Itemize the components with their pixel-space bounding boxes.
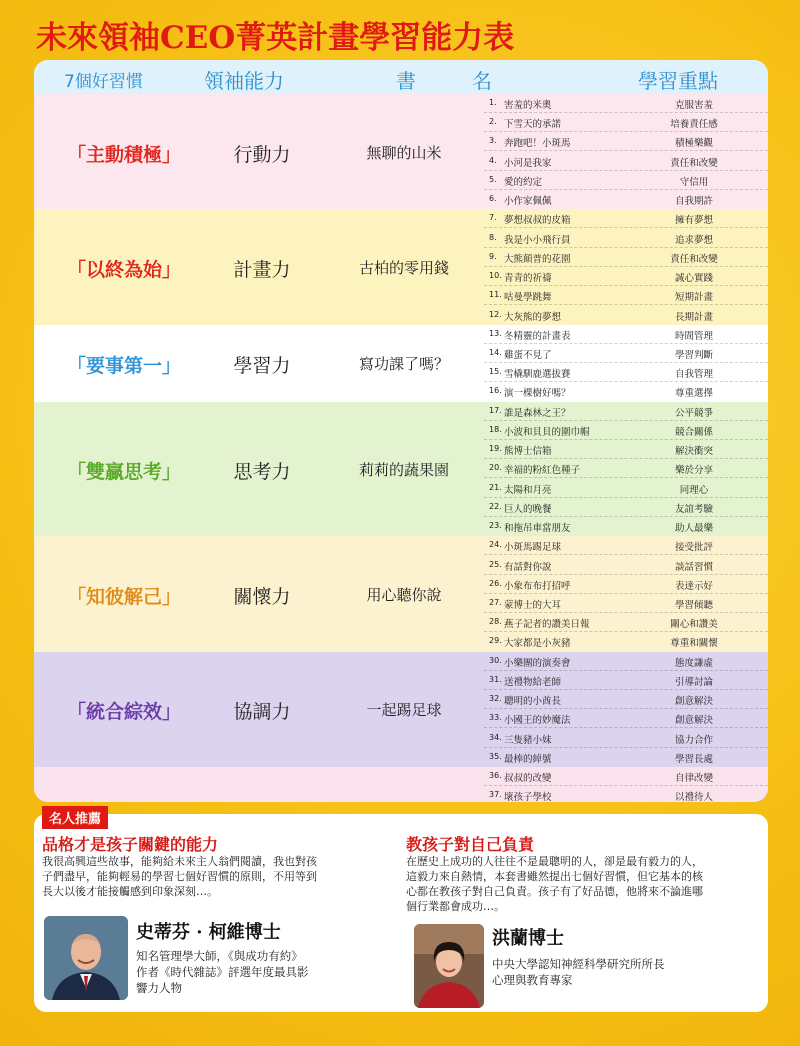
story-row: [484, 421, 768, 440]
hung-photo: [414, 924, 484, 1008]
story-list: [484, 652, 768, 767]
header-habits: 7個好習慣: [64, 72, 143, 92]
habit-label: 「要事第一」: [66, 355, 181, 378]
recommend-section: [34, 814, 768, 1012]
covey-desc-line: 響力人物: [136, 981, 182, 995]
habit-group: [34, 209, 768, 324]
story-row: [484, 517, 768, 536]
story-number: 34.: [489, 732, 502, 742]
story-title: 夢想叔叔的皮箱: [504, 215, 571, 227]
story-point: 克服害羞: [674, 100, 713, 111]
story-point: 尊重選擇: [674, 388, 713, 400]
header-book-a: 書: [396, 69, 416, 93]
story-title: 冬精靈的計畫表: [504, 330, 571, 342]
left-rec-line: 我很高興這些故事，能夠給未來主人翁們閱讀，我也對孩: [42, 855, 317, 868]
story-number: 23.: [489, 521, 502, 531]
habit-group: [34, 325, 768, 402]
story-point: 學習判斷: [674, 349, 713, 361]
hung-desc-line: 中央大學認知神經科學研究所所長: [492, 957, 665, 971]
recommend-tag: 名人推薦: [42, 806, 108, 829]
story-number: 31.: [489, 674, 502, 684]
story-number: 18.: [489, 424, 502, 434]
story-point: 守信用: [679, 176, 709, 188]
story-title: 小象布布打招呼: [504, 580, 571, 592]
habit-group: [34, 94, 768, 209]
story-row: [484, 671, 768, 690]
story-point: 培養責任感: [670, 119, 718, 131]
story-number: 16.: [489, 386, 502, 396]
story-title: 太陽和月亮: [504, 484, 552, 496]
hung-name: 洪蘭博士: [492, 928, 564, 949]
story-title: 奔跑吧！小斑馬: [504, 138, 571, 150]
story-point: 態度謙虛: [674, 657, 713, 669]
story-row: [484, 113, 768, 132]
habit-group: [34, 536, 768, 651]
story-point: 自律改變: [674, 773, 713, 785]
story-title: 小波和貝貝的圍巾帽: [504, 426, 590, 438]
story-point: 自我期許: [674, 196, 713, 208]
story-number: 9.: [489, 251, 497, 261]
story-number: 32.: [489, 694, 502, 704]
story-row: [484, 267, 768, 286]
story-row: [484, 440, 768, 459]
story-row: [484, 729, 768, 748]
story-point: 創意解決: [674, 696, 713, 708]
story-number: 7.: [489, 213, 497, 223]
book-title: 莉莉的蔬果園: [358, 460, 449, 479]
story-number: 30.: [489, 655, 502, 665]
covey-name: 史蒂芬 · 柯維博士: [136, 922, 281, 943]
story-row: [484, 575, 768, 594]
story-point: 競合關係: [674, 426, 713, 438]
story-number: 36.: [489, 771, 502, 781]
right-rec-line: 這毅力來自熱情，本套書雖然提出七個好習慣，但它基本的核: [406, 870, 703, 883]
story-title: 小河是我家: [504, 157, 552, 169]
story-title: 幸福的粉紅色種子: [504, 465, 581, 477]
story-title: 燕子記者的讚美日報: [504, 619, 590, 631]
hung-desc: [492, 956, 665, 988]
right-rec-line: 心都在教孩子對自己負責。孩子有了好品德，他將來不論進哪: [406, 885, 703, 898]
story-number: 25.: [489, 559, 502, 569]
story-row: [484, 786, 768, 802]
story-title: 小樂團的演奏會: [504, 657, 571, 669]
book-title: 寫功課了嗎？: [358, 355, 449, 374]
story-number: 26.: [489, 578, 502, 588]
story-list: [484, 767, 768, 802]
story-row: [484, 459, 768, 478]
story-title: 咕曼學跳舞: [504, 292, 552, 304]
story-point: 時間管理: [674, 330, 713, 342]
story-point: 責任和改變: [670, 157, 718, 169]
story-number: 10.: [489, 271, 502, 281]
story-row: [484, 94, 768, 113]
story-point: 責任和改變: [670, 253, 718, 265]
story-number: 1.: [489, 98, 497, 107]
header-book-b: 名: [472, 69, 492, 93]
story-title: 大灰熊的夢想: [504, 311, 562, 323]
story-title: 愛的約定: [504, 176, 543, 188]
story-number: 17.: [489, 405, 502, 415]
story-title: 叔叔的改變: [504, 773, 552, 785]
story-number: 5.: [489, 174, 497, 184]
story-point: 追求夢想: [674, 234, 713, 246]
story-row: [484, 344, 768, 363]
story-point: 關心和讚美: [670, 619, 718, 631]
story-point: 引導討論: [674, 676, 713, 688]
story-row: [484, 132, 768, 151]
story-row: [484, 613, 768, 632]
story-row: [484, 190, 768, 209]
book-title: 無聊的山米: [366, 143, 442, 162]
story-number: 2.: [489, 117, 497, 127]
story-row: [484, 209, 768, 228]
story-title: 小斑馬踢足球: [504, 542, 562, 554]
story-point: 公平競爭: [674, 407, 713, 419]
story-number: 15.: [489, 367, 502, 377]
story-point: 友誼考驗: [674, 503, 713, 515]
header-focus: 學習重點: [638, 69, 718, 93]
story-point: 談話習慣: [674, 561, 713, 573]
story-title: 有話對你說: [504, 561, 552, 573]
story-point: 表達示好: [674, 580, 713, 592]
story-row: [484, 594, 768, 613]
story-row: [484, 152, 768, 171]
story-row: [484, 479, 768, 498]
story-number: 27.: [489, 597, 502, 607]
covey-desc-line: 作者《時代雜誌》評選年度最具影: [136, 965, 309, 979]
story-title: 巨人的晚餐: [504, 503, 552, 515]
story-title: 三隻豬小妹: [504, 734, 552, 746]
story-point: 尊重和關懷: [670, 638, 718, 650]
story-point: 協力合作: [674, 734, 713, 746]
habit-label: 「雙贏思考」: [66, 460, 181, 483]
story-number: 6.: [489, 194, 497, 204]
story-title: 聰明的小酋長: [504, 696, 562, 708]
story-row: [484, 709, 768, 728]
ability-label: 關懷力: [233, 585, 291, 608]
story-number: 37.: [489, 790, 502, 800]
story-row: [484, 767, 768, 786]
story-point: 解決衝突: [674, 446, 713, 458]
story-point: 樂於分享: [674, 465, 713, 477]
page-title: 未來領袖CEO菁英計畫學習能力表: [36, 20, 515, 56]
story-title: 雪橇馴鹿選拔賽: [504, 369, 571, 381]
habit-label: 「以終為始」: [66, 259, 181, 282]
story-row: [484, 171, 768, 190]
header-ability: 領袖能力: [204, 69, 284, 93]
story-point: 以禮待人: [674, 792, 713, 802]
hung-desc-line: 心理與教育專家: [492, 973, 573, 987]
habit-label: 「統合綜效」: [66, 701, 181, 724]
story-point: 同理心: [679, 484, 709, 496]
story-number: 33.: [489, 713, 502, 723]
story-title: 下雪天的承諾: [504, 119, 562, 131]
story-point: 自我管理: [674, 369, 713, 381]
covey-photo: [44, 916, 128, 1000]
story-row: [484, 286, 768, 305]
story-number: 20.: [489, 463, 502, 473]
story-row: [484, 402, 768, 421]
story-number: 28.: [489, 617, 502, 627]
story-row: [484, 248, 768, 267]
covey-desc-line: 知名管理學大師，《與成功有約》: [136, 949, 303, 963]
ability-table: [34, 60, 768, 802]
ability-label: 計畫力: [233, 259, 291, 282]
story-number: 12.: [489, 309, 502, 319]
story-title: 小國王的妙魔法: [504, 715, 571, 727]
covey-desc: [136, 948, 309, 996]
habit-group: [34, 767, 768, 802]
story-row: [484, 652, 768, 671]
story-row: [484, 690, 768, 709]
story-number: 35.: [489, 751, 502, 761]
story-title: 演一棵樹好嗎？: [504, 388, 571, 400]
story-row: [484, 748, 768, 767]
story-title: 送禮物給老師: [504, 676, 562, 688]
right-rec-line: 個行業都會成功…。: [406, 900, 505, 913]
story-title: 害羞的米奧: [504, 100, 552, 111]
ability-label: 協調力: [233, 701, 291, 724]
story-number: 8.: [489, 232, 497, 242]
story-title: 青青的祈禱: [504, 273, 552, 285]
story-row: [484, 536, 768, 555]
story-title: 熊博士信箱: [504, 446, 552, 458]
story-point: 學習長處: [674, 753, 713, 765]
story-number: 13.: [489, 328, 502, 338]
story-row: [484, 382, 768, 401]
story-row: [484, 498, 768, 517]
story-list: [484, 94, 768, 209]
story-row: [484, 306, 768, 325]
ability-label: 行動力: [233, 143, 291, 166]
story-title: 最棒的綽號: [504, 753, 552, 765]
story-point: 接受批評: [674, 542, 713, 554]
story-row: [484, 632, 768, 651]
story-title: 壞孩子學校: [504, 792, 552, 802]
story-title: 大家都是小灰豬: [504, 638, 571, 650]
left-rec-line: 長大以後才能接觸感到印象深刻…。: [42, 885, 218, 898]
story-point: 長期計畫: [674, 311, 713, 323]
story-number: 24.: [489, 540, 502, 550]
story-point: 短期計畫: [674, 292, 713, 304]
table-header: [34, 60, 768, 94]
story-number: 11.: [489, 290, 502, 300]
story-point: 擁有夢想: [674, 215, 713, 227]
book-title: 用心聽你說: [366, 585, 442, 604]
story-title: 蒙博士的大耳: [504, 599, 562, 611]
story-title: 雞蛋不見了: [504, 349, 552, 361]
story-list: [484, 402, 768, 537]
story-title: 和拖吊車當朋友: [504, 523, 571, 535]
book-title: 古柏的零用錢: [358, 259, 449, 278]
story-number: 3.: [489, 136, 497, 146]
book-title: 一起踢足球: [366, 701, 442, 720]
story-number: 14.: [489, 347, 502, 357]
story-row: [484, 325, 768, 344]
story-point: 助人最樂: [674, 523, 713, 535]
story-number: 29.: [489, 636, 502, 646]
story-title: 誰是森林之王？: [504, 407, 571, 419]
habit-label: 「主動積極」: [66, 143, 181, 166]
left-rec-title: 品格才是孩子關鍵的能力: [42, 835, 219, 854]
right-rec-line: 在歷史上成功的人往往不是最聰明的人，卻是最有毅力的人，: [406, 855, 703, 868]
story-number: 4.: [489, 155, 497, 165]
habit-group: [34, 402, 768, 537]
story-title: 大熊顛普的花園: [504, 253, 571, 265]
right-rec-title: 教孩子對自己負責: [406, 835, 535, 854]
story-point: 積極樂觀: [674, 138, 713, 150]
left-rec-text: [42, 854, 317, 899]
story-number: 21.: [489, 482, 502, 492]
ability-label: 學習力: [233, 355, 291, 378]
right-rec-text: [406, 854, 703, 914]
story-point: 創意解決: [674, 715, 713, 727]
left-rec-line: 子們盡早，能夠輕易的學習七個好習慣的原則，不用等到: [42, 870, 317, 883]
story-row: [484, 229, 768, 248]
story-list: [484, 536, 768, 651]
story-point: 誠心實踐: [674, 273, 713, 285]
story-title: 我是小小飛行員: [504, 234, 571, 246]
story-point: 學習傾聽: [674, 599, 713, 611]
story-number: 22.: [489, 501, 502, 511]
story-list: [484, 325, 768, 402]
story-title: 小作家佩佩: [504, 196, 552, 208]
habit-label: 「知彼解己」: [66, 585, 181, 608]
story-row: [484, 363, 768, 382]
story-number: 19.: [489, 444, 502, 454]
story-row: [484, 556, 768, 575]
ability-label: 思考力: [233, 460, 291, 483]
story-list: [484, 209, 768, 324]
habit-group: [34, 652, 768, 767]
